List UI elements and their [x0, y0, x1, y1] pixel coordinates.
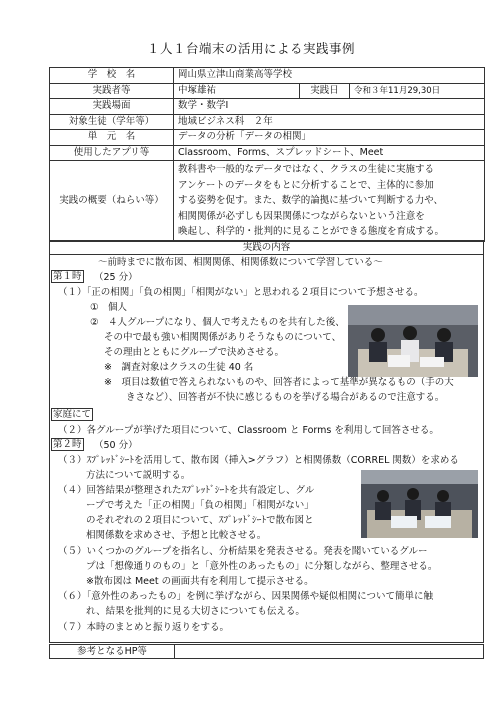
target-label: 対象生徒（学年等） [50, 114, 174, 130]
step-6-cont: れ、結果を批判的に見る大切さについても伝える。 [86, 606, 305, 617]
date-value: 令和３年11月29,30日 [350, 83, 485, 99]
step-5-cont: プは「想像通りのもの」と「意外性のあったもの」に分類しながら、整理させる。 [86, 561, 438, 572]
note-2-cont: きさなど）、回答者が不快に感じるものを挙げる場合があるので注意する。 [126, 392, 445, 403]
reference-label: 参考となるHP等 [50, 645, 175, 658]
step-1-sub-2-cont: その理由とともにグループで決めさせる。 [104, 347, 285, 358]
note-1: ※ 調査対象はクラスの生徒 40 名 [104, 362, 254, 373]
date-label: 実践日 [300, 83, 350, 99]
row-scene [50, 99, 485, 115]
session2-tag: 第２時 [53, 439, 82, 450]
info-table [49, 67, 485, 242]
step-4-cont: のそれぞれの２項目について、ｽﾌﾟﾚｯﾄﾞｼｰﾄで散布図と [86, 515, 314, 526]
step-4-cont: 相関係数を求めさせ、予想と比較させる。 [86, 530, 267, 541]
overview-line: 相関関係が必ずしも因果関係につながらないという注意を [178, 210, 425, 222]
unit-value: データの分析「データの相関」 [174, 130, 485, 146]
overview-line: 教科書や一般的なデータではなく、クラスの生徒に実施する [178, 164, 435, 176]
page-title: １人１台端末の活用による実践事例 [146, 41, 355, 56]
target-value: 地域ビジネス科 ２年 [174, 114, 485, 130]
scene-value: 数学・数学Ⅰ [174, 99, 485, 115]
overview-label: 実践の概要（ねらい等） [50, 161, 174, 242]
step-6: （６）「意外性のあったもの」を例に挙げながら、因果関係や疑似相関について簡単に触 [58, 591, 433, 602]
step-2: （２）各グループが挙げた項目について、Classroom と Forms を利用して回答させる。 [58, 425, 439, 436]
step-4-cont: ープで考えた「正の相関」「負の相関」「相関がない」 [86, 500, 314, 511]
overview-line: 喚起し、科学的・批判的に見ることができる態度を育成する。 [178, 226, 445, 238]
content-title: 実践の内容 [49, 240, 484, 255]
scene-label: 実践場面 [50, 99, 174, 115]
row-apps [50, 145, 485, 161]
row-teacher [50, 83, 485, 99]
step-1-sub-1: ① 個人 [90, 302, 128, 313]
session1-tag: 第１時 [53, 271, 82, 282]
home-tag: 家庭にて [53, 409, 92, 420]
step-4: （４）回答結果が整理されたｽﾌﾟﾚｯﾄﾞｼｰﾄを共有設定し、グル [58, 485, 315, 496]
school-value: 岡山県立津山商業高等学校 [174, 68, 485, 84]
step-7: （７）本時のまとめと振り返りをする。 [58, 622, 230, 633]
step-1: （１）「正の相関」「負の相関」「相関がない」と思われる２項目について予想させる。 [58, 287, 424, 298]
overview-value [174, 161, 485, 242]
unit-label: 単 元 名 [50, 130, 174, 146]
apps-value: Classroom、Forms、スプレッドシート、Meet [174, 145, 485, 161]
step-3-cont: 方法について説明する。 [86, 470, 191, 481]
note-2: ※ 項目は数値で答えられないものや、回答者によって基準が異なるもの（手の大 [104, 377, 454, 388]
session2-duration: （50 分） [94, 440, 138, 451]
overview-line: アンケートのデータをもとに分析することで、主体的に参加 [178, 179, 434, 191]
apps-label: 使用したアプリ等 [50, 145, 174, 161]
classroom-photo-2 [361, 470, 478, 538]
classroom-photo-2-image [361, 470, 478, 538]
teacher-value: 中塚雄祐 [174, 83, 300, 99]
row-overview [50, 161, 485, 242]
step-3: （３）ｽﾌﾟﾚｯﾄﾞｼｰﾄを活用して、散布図（挿入>グラフ）と相関係数（CORREL 関数）を求める [58, 455, 459, 466]
step-1-sub-2-cont: その中で最も強い相関関係がありそうなものについて、 [104, 332, 342, 343]
classroom-photo-1-image [348, 305, 478, 377]
step-1-sub-2: ② ４人グループになり、個人で考えたものを共有した後、 [90, 317, 345, 328]
row-school [50, 68, 485, 84]
teacher-label: 実践者等 [50, 83, 174, 99]
row-unit [50, 130, 485, 146]
classroom-photo-1 [348, 305, 478, 377]
step-5: （５）いくつかのグループを指名し、分析結果を発表させる。発表を聞いているグルー [58, 546, 428, 557]
premise-line: ～前時までに散布図、相関関係、相関係数について学習している～ [98, 257, 383, 268]
row-target [50, 114, 485, 130]
reference-row [49, 644, 484, 659]
school-label: 学 校 名 [50, 68, 174, 84]
step-5-note: ※散布図は Meet の画面共有を利用して提示させる。 [86, 576, 314, 587]
session1-duration: （25 分） [94, 272, 138, 283]
overview-line: する姿勢を促す。また、数学的論拠に基づいて判断する力や、 [178, 195, 444, 207]
